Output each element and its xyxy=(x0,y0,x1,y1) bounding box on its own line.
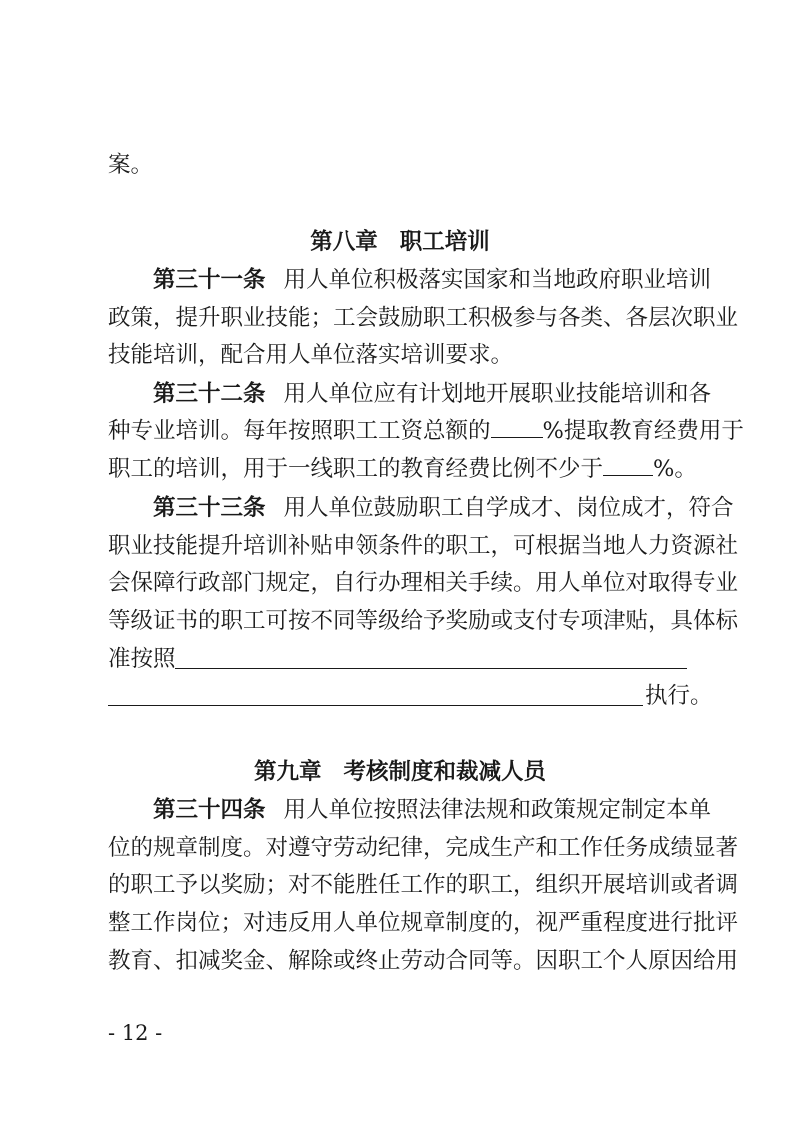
article-32-text-2a: 种专业培训。每年按照职工工资总额的 xyxy=(108,418,491,444)
article-31-line-1 xyxy=(153,265,712,295)
chapter-8-title: 职工培训 xyxy=(399,229,490,255)
article-33-line-4: 等级证书的职工可按不同等级给予奖励或支付专项津贴，具体标 xyxy=(108,608,739,634)
article-34-line-5: 教育、扣减奖金、解除或终止劳动合同等。因职工个人原因给用 xyxy=(108,948,739,974)
standard-reference-blank-2 xyxy=(108,705,643,706)
article-33-number: 第三十三条 xyxy=(153,495,266,521)
article-32-number: 第三十二条 xyxy=(153,381,266,407)
article-31-text-1: 用人单位积极落实国家和当地政府职业培训 xyxy=(283,267,712,293)
article-31-line-2: 政策，提升职业技能；工会鼓励职工积极参与各类、各层次职业 xyxy=(108,305,739,331)
article-33-line-5: 准按照 xyxy=(108,646,176,672)
chapter-9-heading xyxy=(0,757,800,787)
standard-reference-blank-1 xyxy=(175,668,687,669)
article-34-line-4: 整工作岗位；对违反用人单位规章制度的，视严重程度进行批评 xyxy=(108,910,739,936)
article-33-line-2: 职业技能提升培训补贴申领条件的职工，可根据当地人力资源社 xyxy=(108,533,739,559)
article-31-number: 第三十一条 xyxy=(153,267,266,293)
article-33-line-6-end: 执行。 xyxy=(645,683,713,709)
chapter-9-number: 第九章 xyxy=(253,759,322,785)
article-34-line-3: 的职工予以奖励；对不能胜任工作的职工，组织开展培训或者调 xyxy=(108,872,739,898)
article-34-text-1: 用人单位按照法律法规和政策规定制定本单 xyxy=(283,797,712,823)
chapter-8-heading xyxy=(0,227,800,257)
education-fund-percent-blank xyxy=(491,417,543,438)
page-number: - 12 - xyxy=(108,1021,163,1045)
article-32-text-2b: %提取教育经费用于 xyxy=(542,418,744,444)
article-32-text-3b: %。 xyxy=(653,456,697,482)
frontline-ratio-blank xyxy=(603,455,653,476)
article-32-text-3a: 职工的培训，用于一线职工的教育经费比例不少于 xyxy=(108,456,604,482)
article-32-text-1: 用人单位应有计划地开展职业技能培训和各 xyxy=(283,381,712,407)
article-32-line-1 xyxy=(153,379,712,409)
article-34-line-2: 位的规章制度。对遵守劳动纪律，完成生产和工作任务成绩显著 xyxy=(108,835,739,861)
article-34-line-1 xyxy=(153,795,712,825)
chapter-8-number: 第八章 xyxy=(310,229,378,255)
article-33-line-3: 会保障行政部门规定，自行办理相关手续。用人单位对取得专业 xyxy=(108,570,739,596)
article-33-text-1: 用人单位鼓励职工自学成才、岗位成才，符合 xyxy=(283,495,734,521)
chapter-9-title: 考核制度和裁减人员 xyxy=(343,759,547,785)
article-32-line-2 xyxy=(108,416,744,446)
article-32-line-3 xyxy=(108,454,708,484)
article-34-number: 第三十四条 xyxy=(153,797,266,823)
article-31-line-3: 技能培训，配合用人单位落实培训要求。 xyxy=(108,342,514,368)
carry-over-text: 案。 xyxy=(108,152,154,178)
article-33-line-1 xyxy=(153,493,734,523)
